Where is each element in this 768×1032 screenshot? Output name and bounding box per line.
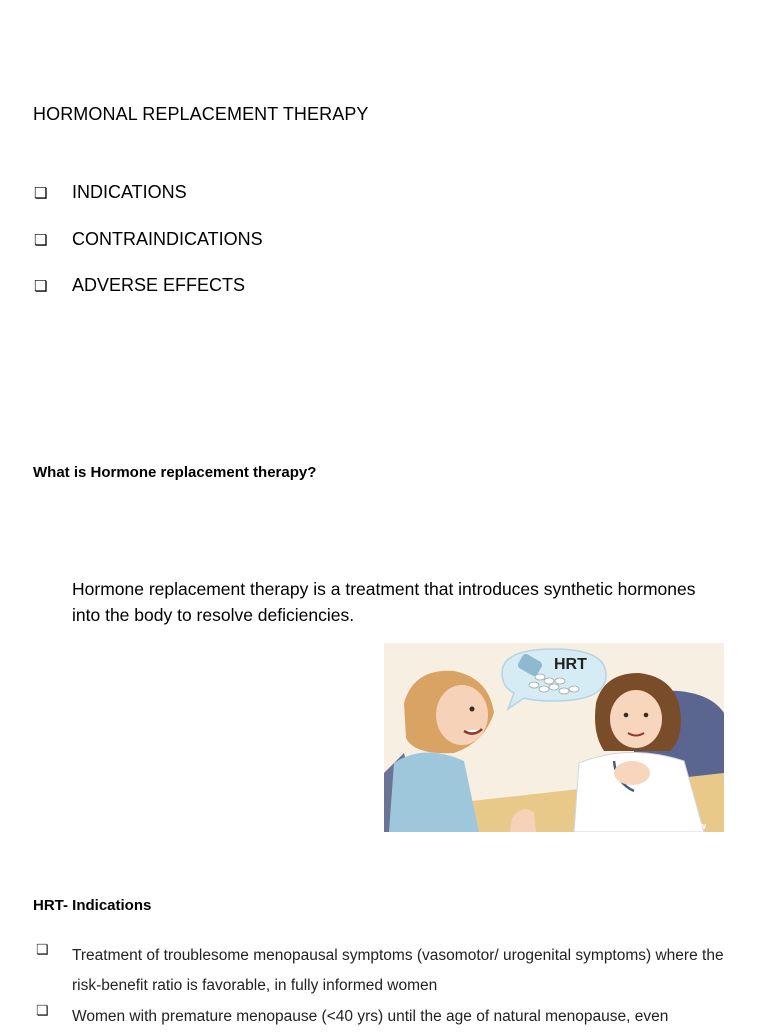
indication-text: Treatment of troublesome menopausal symptoms (vasomotor/ urogenital symptoms) where the risk-benefit ratio is favorable, in fully informed women [72, 947, 724, 994]
toc-item-indications [34, 182, 187, 203]
section-question: What is Hormone replacement therapy? [33, 464, 317, 481]
wikihow-watermark: wikiHow [670, 821, 707, 831]
checkbox-bullet-icon: ❏ [36, 1002, 49, 1018]
toc-item-label: INDICATIONS [72, 182, 187, 202]
patient-eye [470, 707, 475, 712]
doctor-face [610, 690, 662, 748]
indication-item [36, 941, 724, 994]
hrt-consultation-illustration [384, 643, 724, 832]
definition-paragraph: Hormone replacement therapy is a treatment that introduces synthetic hormones into the body to resolve deficiencies. [72, 579, 696, 625]
doctor-clasped-hands [614, 761, 650, 785]
indications-heading: HRT- Indications [33, 897, 152, 914]
hrt-bubble-text: HRT [554, 656, 587, 673]
toc-item-adverse-effects [34, 275, 246, 296]
page-title: HORMONAL REPLACEMENT THERAPY [33, 104, 369, 124]
doctor-eye-left [624, 713, 629, 718]
toc-item-label: ADVERSE EFFECTS [72, 275, 246, 295]
patient-face [436, 685, 488, 745]
toc-item-contraindications [34, 229, 263, 250]
toc-item-label: CONTRAINDICATIONS [72, 229, 263, 249]
checkbox-bullet-icon: ❏ [34, 185, 48, 202]
doctor-eye-right [644, 713, 649, 718]
indication-text: Women with premature menopause (<40 yrs) until the age of natural menopause, even [72, 1008, 669, 1025]
indication-item [36, 1002, 669, 1025]
checkbox-bullet-icon: ❏ [36, 941, 49, 957]
checkbox-bullet-icon: ❏ [34, 232, 48, 249]
illustration-svg [384, 643, 724, 832]
checkbox-bullet-icon: ❏ [34, 278, 48, 295]
